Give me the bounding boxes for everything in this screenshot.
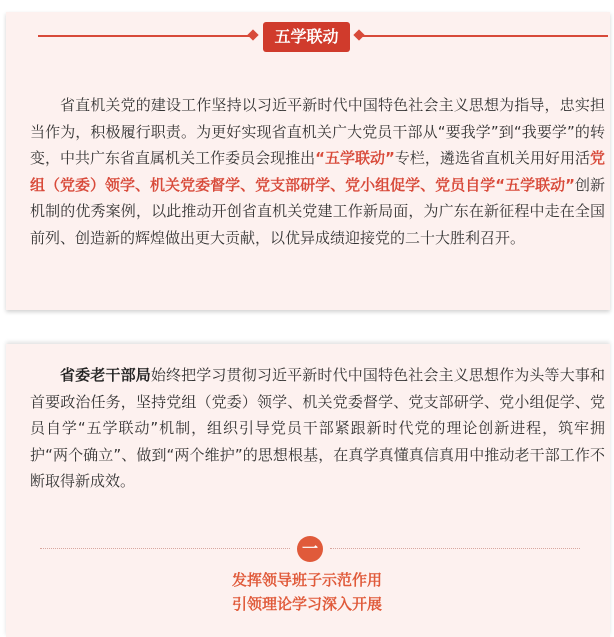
bureau-paragraph (30, 362, 605, 495)
section-tag: 五学联动 (263, 22, 350, 52)
dotted-divider-right (330, 548, 580, 549)
intro-paragraph (30, 92, 605, 251)
intro-highlight-2: 党组（党委）领学、机关党委督学、党支部研学、党小组促学、党员自学“五学联动” (30, 149, 605, 194)
intro-text-3: 创新机制的优秀案例，以此推动开创省直机关党建工作新局面，为广东在新征程中走在全国前列、创造新的辉煌做出更大贡献，以优异成绩迎接党的二十大胜利召开。 (30, 175, 605, 247)
header-divider-left (38, 35, 252, 37)
section-number-badge: 一 (297, 536, 323, 562)
organization-name: 省委老干部局 (60, 366, 151, 384)
dotted-divider-left (40, 548, 290, 549)
intro-text-2: 专栏，遴选省直机关用好用活 (394, 149, 590, 167)
bureau-body-text: 始终把学习贯彻习近平新时代中国特色社会主义思想作为头等大事和首要政治任务，坚持党组（党委）领学、机关党委督学、党支部研学、党小组促学、党员自学“五学联动”机制，组织引导党员干部紧跟新时代党的理论创新进程，筑牢拥护“两个确立”、做到“两个维护”的思想根基，在真学真懂真信真用中推动老干部工作不断取得新成效。 (30, 366, 605, 490)
intro-highlight-1: “五学联动” (315, 149, 395, 167)
header-divider-right (362, 35, 608, 37)
intro-text-1: 省直机关党的建设工作坚持以习近平新时代中国特色社会主义思想为指导，忠实担当作为，积极履行职责。为更好实现省直机关广大党员干部从“要我学”到“我要学”的转变，中共广东省直属机关工作委员会现推出 (30, 96, 605, 167)
subtitle-line-2: 引领理论学习深入开展 (231, 595, 382, 613)
subtitle-line-1: 发挥领导班子示范作用 (231, 571, 382, 589)
